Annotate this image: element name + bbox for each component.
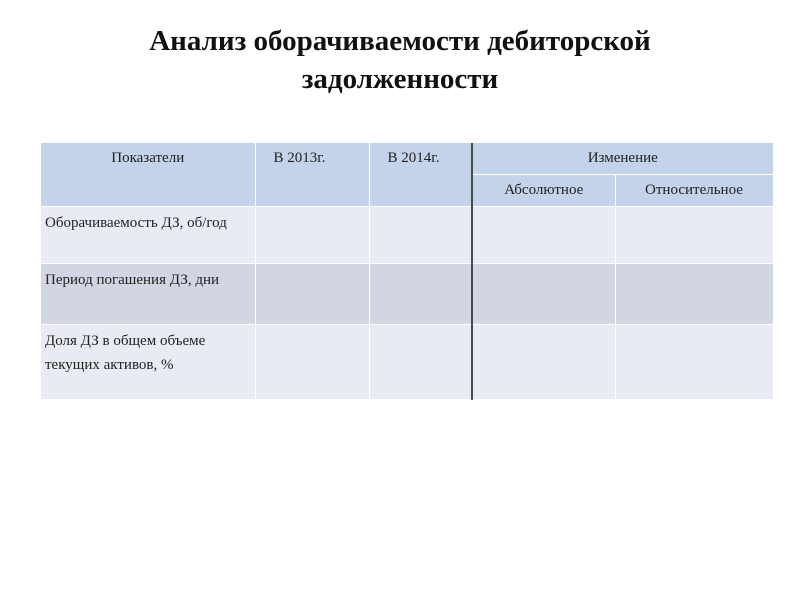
- page-title: [0, 22, 800, 98]
- row-label: Оборачиваемость ДЗ, об/год: [41, 207, 255, 264]
- cell-2013: [255, 207, 369, 264]
- cell-2014: [369, 264, 472, 325]
- header-absolute: Абсолютное: [472, 175, 615, 207]
- cell-absolute: [472, 264, 615, 325]
- cell-2014: [369, 207, 472, 264]
- table-row: [41, 207, 773, 264]
- header-row: [41, 143, 773, 175]
- header-relative: Относительное: [615, 175, 773, 207]
- table-row: [41, 264, 773, 325]
- header-indicators: Показатели: [41, 143, 255, 207]
- row-label: Доля ДЗ в общем объеме текущих активов, %: [41, 325, 255, 400]
- table-row: [41, 325, 773, 400]
- title-line-1: Анализ оборачиваемости дебиторской: [149, 25, 651, 57]
- title-line-2: задолженности: [301, 63, 499, 95]
- cell-absolute: [472, 325, 615, 400]
- header-year-2013: В 2013г.: [255, 143, 369, 207]
- cell-2014: [369, 325, 472, 400]
- cell-2013: [255, 325, 369, 400]
- cell-2013: [255, 264, 369, 325]
- cell-relative: [615, 264, 773, 325]
- analysis-table: [41, 143, 774, 400]
- cell-relative: [615, 325, 773, 400]
- cell-relative: [615, 207, 773, 264]
- row-label: Период погашения ДЗ, дни: [41, 264, 255, 325]
- header-year-2014: В 2014г.: [369, 143, 472, 207]
- header-change: Изменение: [472, 143, 773, 175]
- cell-absolute: [472, 207, 615, 264]
